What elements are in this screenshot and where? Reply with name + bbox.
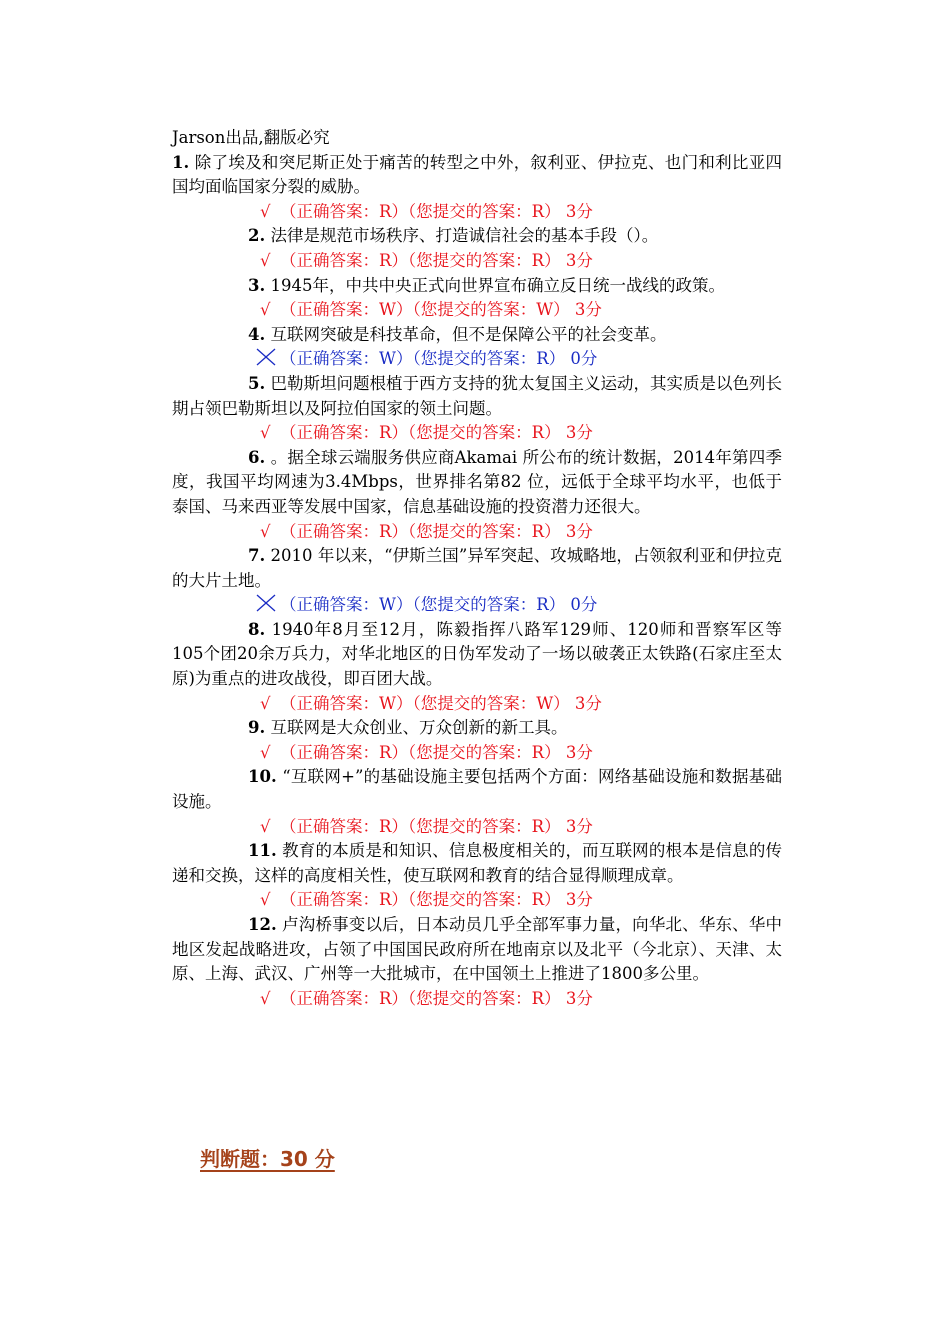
answer-line — [172, 421, 782, 446]
question-item — [172, 274, 782, 299]
question-item — [172, 913, 782, 987]
question-number: 3. — [248, 275, 266, 295]
answer-line — [172, 249, 782, 274]
answer-line — [172, 815, 782, 840]
answer-line — [172, 298, 782, 323]
check-icon: √ — [260, 890, 271, 910]
answer-line — [172, 741, 782, 766]
check-icon: √ — [260, 816, 271, 836]
answer-text: （正确答案：W）（您提交的答案：R） 0分 — [280, 349, 598, 369]
question-item — [172, 372, 782, 421]
answer-text: （正确答案：W）（您提交的答案：W） 3分 — [280, 300, 602, 320]
question-number: 11. — [248, 841, 277, 861]
question-text: 2010 年以来，“伊斯兰国”异军突起、攻城略地，占领叙利亚和伊拉克的大片土地。 — [172, 546, 782, 590]
check-icon: √ — [260, 693, 271, 713]
answer-text: （正确答案：R）（您提交的答案：R） 3分 — [280, 742, 593, 762]
question-item — [172, 839, 782, 888]
question-item — [172, 446, 782, 520]
question-text: 互联网是大众创业、万众创新的新工具。 — [270, 718, 568, 738]
section-title: 判断题：30 分 — [200, 1147, 335, 1171]
header-note: Jarson出品,翻版必究 — [172, 128, 330, 147]
question-number: 2. — [248, 226, 266, 246]
answer-line — [172, 888, 782, 913]
answer-line — [172, 520, 782, 545]
answer-text: （正确答案：R）（您提交的答案：R） 3分 — [280, 521, 593, 541]
check-icon: √ — [260, 988, 271, 1008]
question-text: 巴勒斯坦问题根植于西方支持的犹太复国主义运动，其实质是以色列长期占领巴勒斯坦以及阿拉伯国家的领土问题。 — [172, 373, 782, 418]
document-body — [172, 126, 782, 1011]
question-text: 法律是规范市场秩序、打造诚信社会的基本手段（）。 — [270, 226, 659, 246]
question-item — [172, 544, 782, 593]
question-text: “互联网+”的基础设施主要包括两个方面：网络基础设施和数据基础设施。 — [172, 767, 782, 812]
answer-text: （正确答案：R）（您提交的答案：R） 3分 — [280, 423, 593, 443]
answer-text: （正确答案：W）（您提交的答案：R） 0分 — [280, 595, 598, 615]
question-number: 10. — [248, 767, 277, 787]
answer-line — [172, 347, 782, 372]
question-number: 12. — [248, 915, 277, 934]
cross-icon — [256, 593, 280, 618]
answer-line — [172, 692, 782, 717]
question-text: 1940年8月至12月，陈毅指挥八路军129师、120师和晋察军区等105个团20余万兵力，对华北地区的日伪军发动了一场以破袭正太铁路(石家庄至太原)为重点的进攻战役，即百团大战。 — [172, 619, 782, 689]
question-number: 4. — [248, 324, 266, 344]
question-number: 7. — [248, 546, 266, 566]
check-icon: √ — [260, 250, 271, 270]
question-text: 1945年，中共中央正式向世界宣布确立反日统一战线的政策。 — [270, 275, 725, 295]
question-text: 卢沟桥事变以后，日本动员几乎全部军事力量，向华北、华东、华中地区发起战略进攻，占领了中国国民政府所在地南京以及北平（今北京）、天津、太原、上海、武汉、广州等一大批城市，在中国领土上推进了1800多公里。 — [172, 915, 783, 984]
answer-text: （正确答案：R）（您提交的答案：R） 3分 — [280, 890, 593, 910]
question-number: 1. — [172, 152, 190, 172]
cross-icon — [256, 347, 280, 372]
question-text: 互联网突破是科技革命，但不是保障公平的社会变革。 — [270, 324, 667, 344]
question-text: 除了埃及和突尼斯正处于痛苦的转型之中外，叙利亚、伊拉克、也门和利比亚四国均面临国家分裂的威胁。 — [172, 152, 782, 197]
answer-text: （正确答案：R）（您提交的答案：R） 3分 — [280, 988, 593, 1008]
answer-text: （正确答案：R）（您提交的答案：R） 3分 — [280, 816, 593, 836]
question-item — [172, 765, 782, 814]
answer-line — [172, 200, 782, 225]
question-number: 8. — [248, 619, 266, 639]
check-icon: √ — [260, 742, 271, 762]
answer-text: （正确答案：W）（您提交的答案：W） 3分 — [280, 693, 602, 713]
question-item — [172, 618, 782, 692]
answer-text: （正确答案：R）（您提交的答案：R） 3分 — [280, 201, 593, 221]
answer-text: （正确答案：R）（您提交的答案：R） 3分 — [280, 250, 593, 270]
question-text: 教育的本质是和知识、信息极度相关的，而互联网的根本是信息的传递和交换，这样的高度相关性，使互联网和教育的结合显得顺理成章。 — [172, 841, 783, 885]
check-icon: √ — [260, 201, 271, 221]
check-icon: √ — [260, 300, 271, 320]
question-item — [172, 151, 782, 200]
answer-line — [172, 593, 782, 618]
question-item — [172, 323, 782, 348]
check-icon: √ — [260, 521, 271, 541]
question-item — [172, 224, 782, 249]
question-number: 6. — [248, 447, 266, 467]
question-number: 9. — [248, 718, 266, 738]
question-text: 。据全球云端服务供应商Akamai 所公布的统计数据，2014年第四季度，我国平均网速为3.4Mbps，世界排名第82 位，远低于全球平均水平，也低于泰国、马来西亚等发展中国家，信息基础设施的投资潜力还很大。 — [172, 447, 782, 516]
check-icon: √ — [260, 423, 271, 443]
answer-line — [172, 987, 782, 1012]
question-number: 5. — [248, 373, 266, 393]
question-item — [172, 716, 782, 741]
